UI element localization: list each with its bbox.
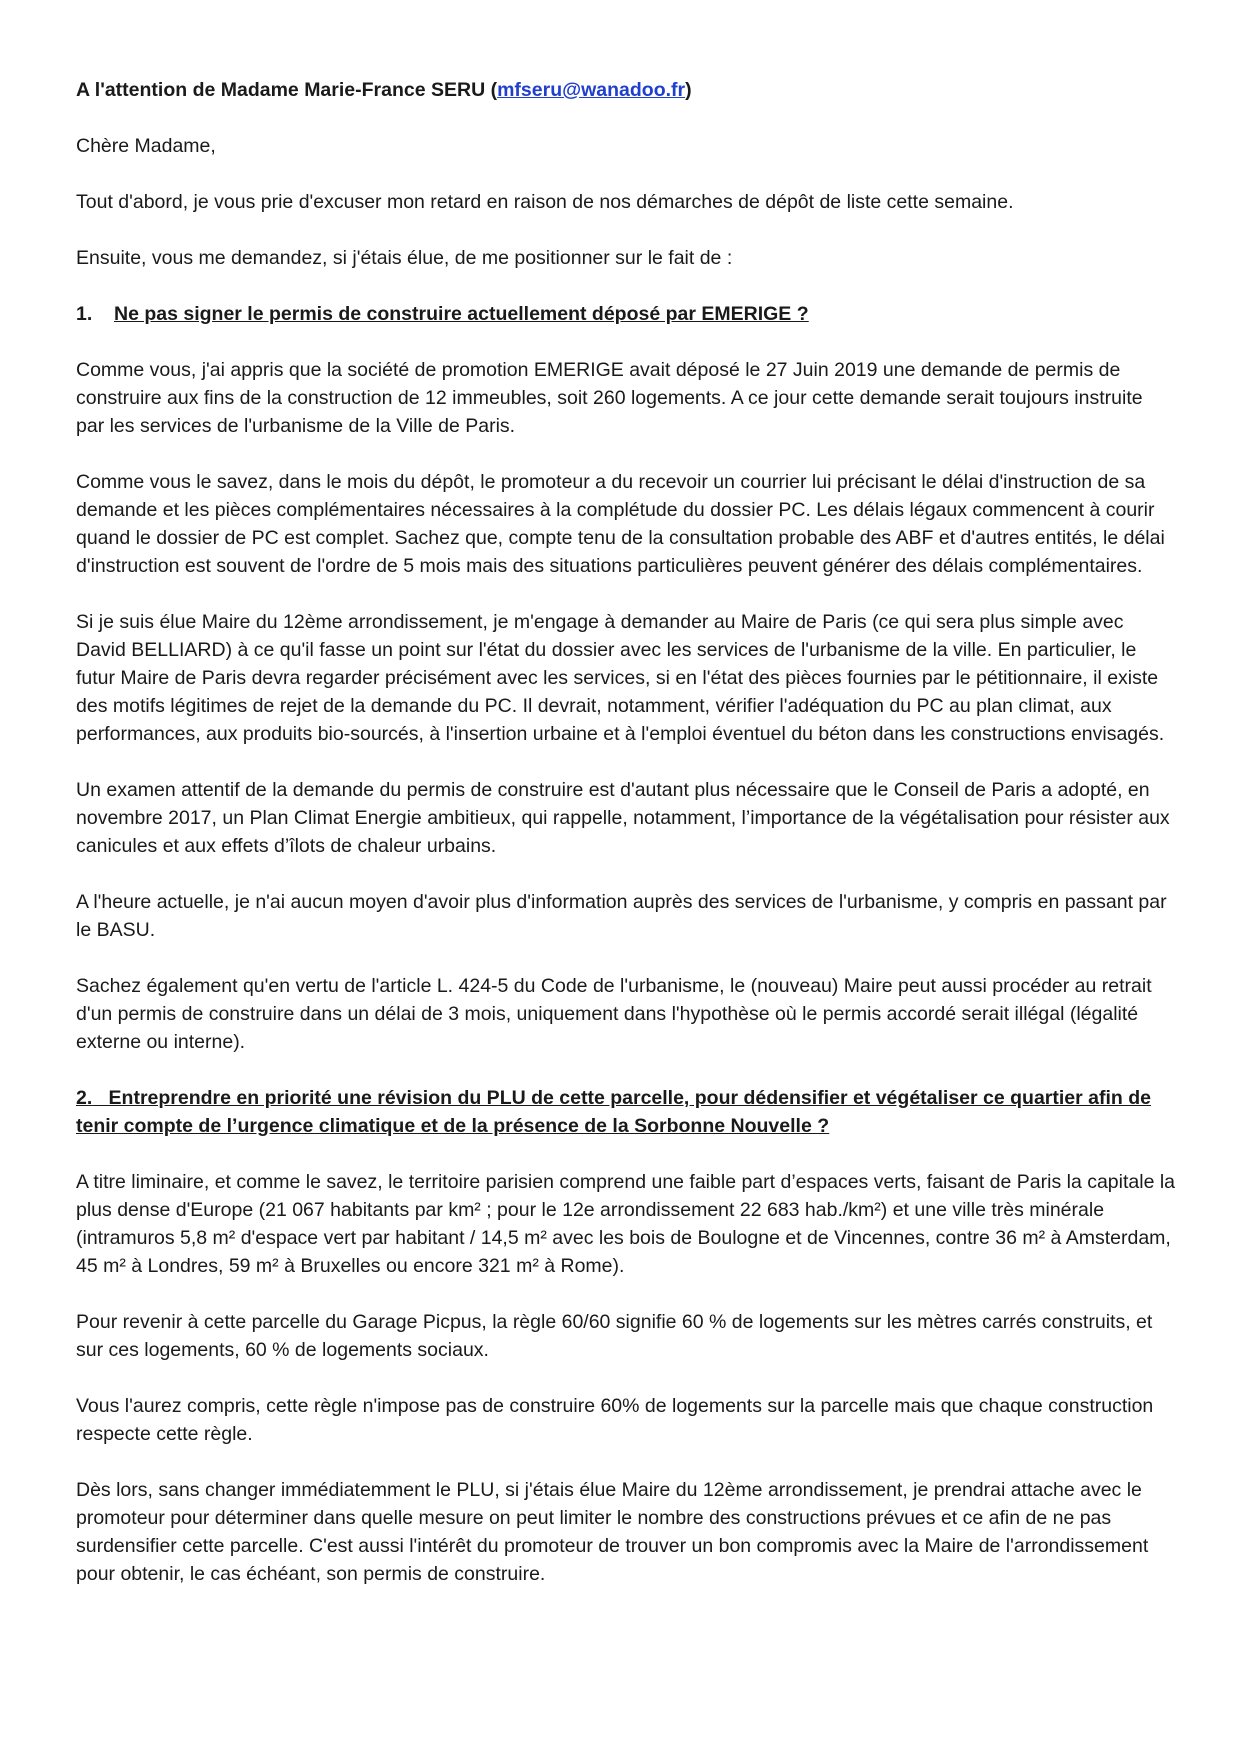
salutation: Chère Madame, <box>76 135 216 157</box>
intro-paragraph: Tout d'abord, je vous prie d'excuser mon retard en raison de nos démarches de dépôt de liste cette semaine. <box>76 191 1014 213</box>
letter-page <box>76 76 1176 1616</box>
section-2-paragraph: Dès lors, sans changer immédiatemment le PLU, si j'étais élue Maire du 12ème arrondissement, je prendrai attache avec le promoteur pour déterminer dans quelle mesure on peut limiter le nombre des constructions prévues et ce afin de ne pas surdensifier cette parcelle. C'est aussi l'intérêt du promoteur de trouver un bon compromis avec la Maire de l'arrondissement pour obtenir, le cas échéant, son permis de construire. <box>76 1479 1149 1585</box>
section-1-paragraph: Comme vous le savez, dans le mois du dépôt, le promoteur a du recevoir un courrier lui précisant le délai d'instruction de sa demande et les pièces complémentaires nécessaires à la complétude du dossier PC. Les délais légaux commencent à courir quand le dossier de PC est complet. Sachez que, compte tenu de la consultation probable des ABF et d'autres entités, le délai d'instruction est souvent de l'ordre de 5 mois mais des situations particulières peuvent générer des délais complémentaires. <box>76 471 1165 577</box>
section-1-paragraph: Sachez également qu'en vertu de l'article L. 424-5 du Code de l'urbanisme, le (nouveau) Maire peut aussi procéder au retrait d'un permis de construire dans un délai de 3 mois, uniquement dans l'hypothèse où le permis accordé serait illégal (légalité externe ou interne). <box>76 975 1152 1053</box>
section-2-title: Entreprendre en priorité une révision du PLU de cette parcelle, pour dédensifier et végétaliser ce quartier afin de tenir compte de l’urgence climatique et de la présence de la Sorbonne Nouvelle ? <box>76 1087 1152 1137</box>
addressee-line <box>76 76 1176 104</box>
addressee-email-link[interactable]: mfseru@wanadoo.fr <box>497 79 686 101</box>
section-1-number: 1. <box>76 303 93 325</box>
section-2-number: 2. <box>76 1087 93 1109</box>
section-2-paragraph: A titre liminaire, et comme le savez, le territoire parisien comprend une faible part d’espaces verts, faisant de Paris la capitale la plus dense d'Europe (21 067 habitants par km² ; pour le 12e arrondissement 22 683 hab./km²) et une ville très minérale (intramuros 5,8 m² d'espace vert par habitant / 14,5 m² avec les bois de Boulogne et de Vincennes, contre 36 m² à Amsterdam, 45 m² à Londres, 59 m² à Bruxelles ou encore 321 m² à Rome). <box>76 1171 1176 1277</box>
section-1-paragraph: Un examen attentif de la demande du permis de construire est d'autant plus nécessaire que le Conseil de Paris a adopté, en novembre 2017, un Plan Climat Energie ambitieux, qui rappelle, notamment, l’importance de la végétalisation pour résister aux canicules et aux effets d’îlots de chaleur urbains. <box>76 779 1170 857</box>
section-1-paragraph: Si je suis élue Maire du 12ème arrondissement, je m'engage à demander au Maire de Paris (ce qui sera plus simple avec David BELLIARD) à ce qu'il fasse un point sur l'état du dossier avec les services de l'urbanisme de la ville. En particulier, le futur Maire de Paris devra regarder précisément avec les services, si en l'état des pièces fournies par le pétitionnaire, il existe des motifs légitimes de rejet de la demande du PC. Il devrait, notamment, vérifier l'adéquation du PC au plan climat, aux performances, aux produits bio-sourcés, à l'insertion urbaine et à l'emploi éventuel du béton dans les constructions envisagés. <box>76 611 1165 745</box>
section-1-paragraph: A l'heure actuelle, je n'ai aucun moyen d'avoir plus d'information auprès des services de l'urbanisme, y compris en passant par le BASU. <box>76 891 1167 941</box>
addressee-prefix: A l'attention de Madame Marie-France SERU ( <box>76 79 498 101</box>
section-1-paragraph: Comme vous, j'ai appris que la société de promotion EMERIGE avait déposé le 27 Juin 2019 une demande de permis de construire aux fins de la construction de 12 immeubles, soit 260 logements. A ce jour cette demande serait toujours instruite par les services de l'urbanisme de la Ville de Paris. <box>76 359 1143 437</box>
question-intro: Ensuite, vous me demandez, si j'étais élue, de me positionner sur le fait de : <box>76 247 733 269</box>
section-2-paragraph: Vous l'aurez compris, cette règle n'impose pas de construire 60% de logements sur la parcelle mais que chaque construction respecte cette règle. <box>76 1395 1154 1445</box>
section-2-paragraph: Pour revenir à cette parcelle du Garage Picpus, la règle 60/60 signifie 60 % de logements sur les mètres carrés construits, et sur ces logements, 60 % de logements sociaux. <box>76 1311 1153 1361</box>
section-1-heading <box>76 300 1176 328</box>
addressee-suffix: ) <box>685 79 692 101</box>
section-2-heading <box>76 1084 1176 1140</box>
section-1-title: Ne pas signer le permis de construire actuellement déposé par EMERIGE ? <box>114 303 809 325</box>
